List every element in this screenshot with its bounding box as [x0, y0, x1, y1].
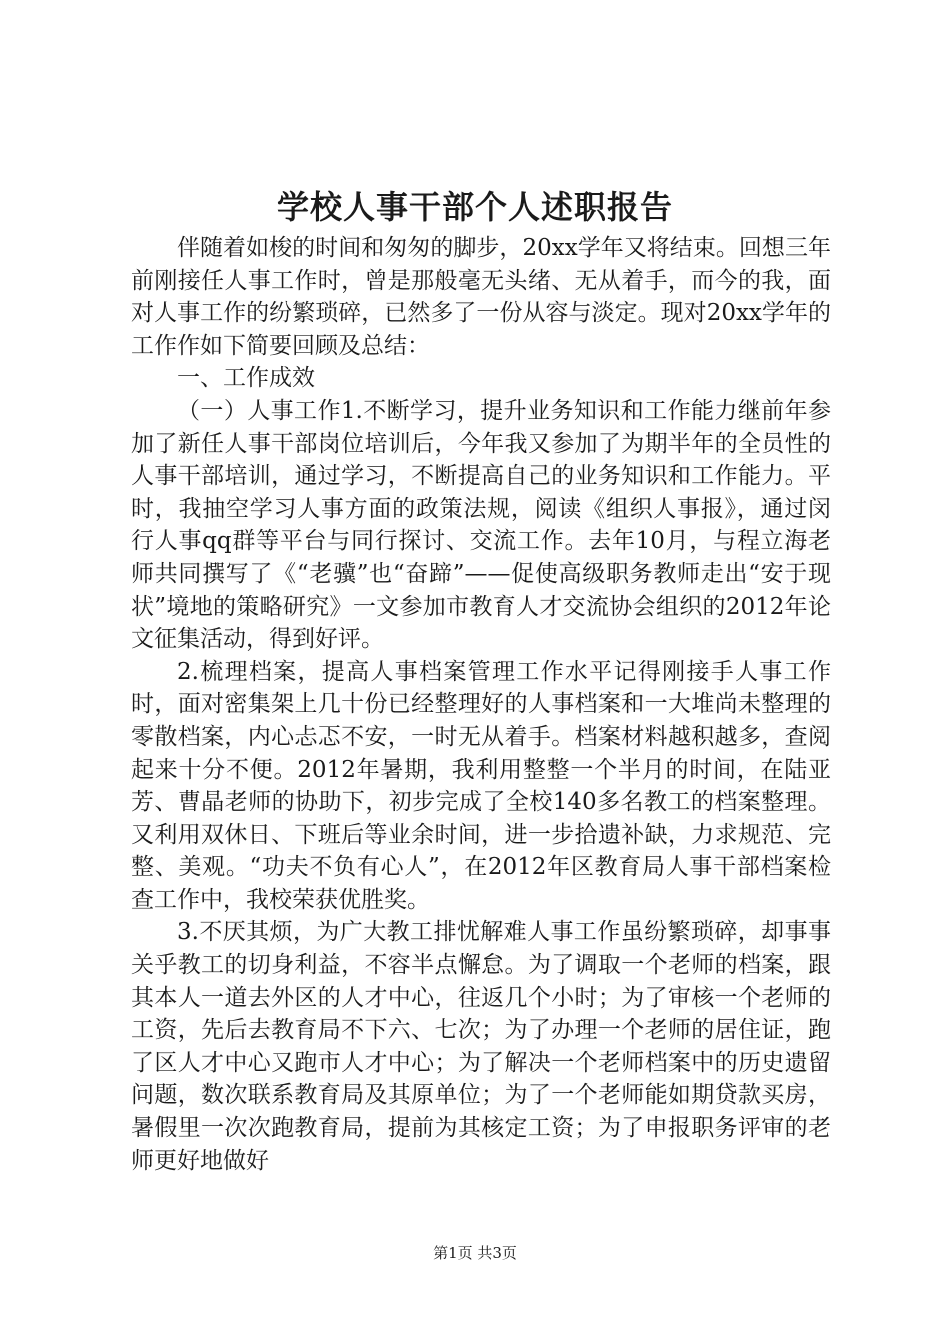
paragraph-intro: 伴随着如梭的时间和匆匆的脚步，20xx学年又将结束。回想三年前刚接任人事工作时，曾是那般毫无头绪、无从着手，而今的我，面对人事工作的纷繁琐碎，已然多了一份从容与淡定。现对20xx学年的工作作如下简要回顾及总结： — [131, 235, 831, 359]
paragraph-item-3: 3.不厌其烦，为广大教工排忧解难人事工作虽纷繁琐碎，却事事关乎教工的切身利益，不容半点懈怠。为了调取一个老师的档案，跟其本人一道去外区的人才中心，往返几个小时；为了审核一个老师的工资，先后去教育局不下六、七次；为了办理一个老师的居住证，跑了区人才中心又跑市人才中心；为了解决一个老师档案中的历史遗留问题，数次联系教育局及其原单位；为了一个老师能如期贷款买房，暑假里一次次跑教育局，提前为其核定工资；为了申报职务评审的老师更好地做好 — [131, 919, 831, 1174]
paragraph-item-1: （一）人事工作1.不断学习，提升业务知识和工作能力继前年参加了新任人事干部岗位培训后，今年我又参加了为期半年的全员性的人事干部培训，通过学习，不断提高自己的业务知识和工作能力。平时，我抽空学习人事方面的政策法规，阅读《组织人事报》，通过闵行人事qq群等平台与同行探讨、交流工作。去年10月，与程立海老师共同撰写了《“老骥”也“奋蹄”——促使高级职务教师走出“安于现状”境地的策略研究》一文参加市教育人才交流协会组织的2012年论文征集活动，得到好评。 — [131, 397, 831, 653]
document-body — [131, 232, 831, 1177]
document-title: 学校人事干部个人述职报告 — [276, 188, 673, 226]
paragraph-item-2: 2.梳理档案，提高人事档案管理工作水平记得刚接手人事工作时，面对密集架上几十份已经整理好的人事档案和一大堆尚未整理的零散档案，内心忐忑不安，一时无从着手。档案材料越积越多，查阅起来十分不便。2012年暑期，我利用整整一个半月的时间，在陆亚芳、曹晶老师的协助下，初步完成了全校140多名教工的档案整理。又利用双休日、下班后等业余时间，进一步拾遗补缺，力求规范、完整、美观。“功夫不负有心人”，在2012年区教育局人事干部档案检查工作中，我校荣获优胜奖。 — [131, 658, 831, 913]
section-heading: 一、工作成效 — [177, 365, 315, 392]
page-footer: 第1页 共3页 — [433, 1244, 517, 1262]
